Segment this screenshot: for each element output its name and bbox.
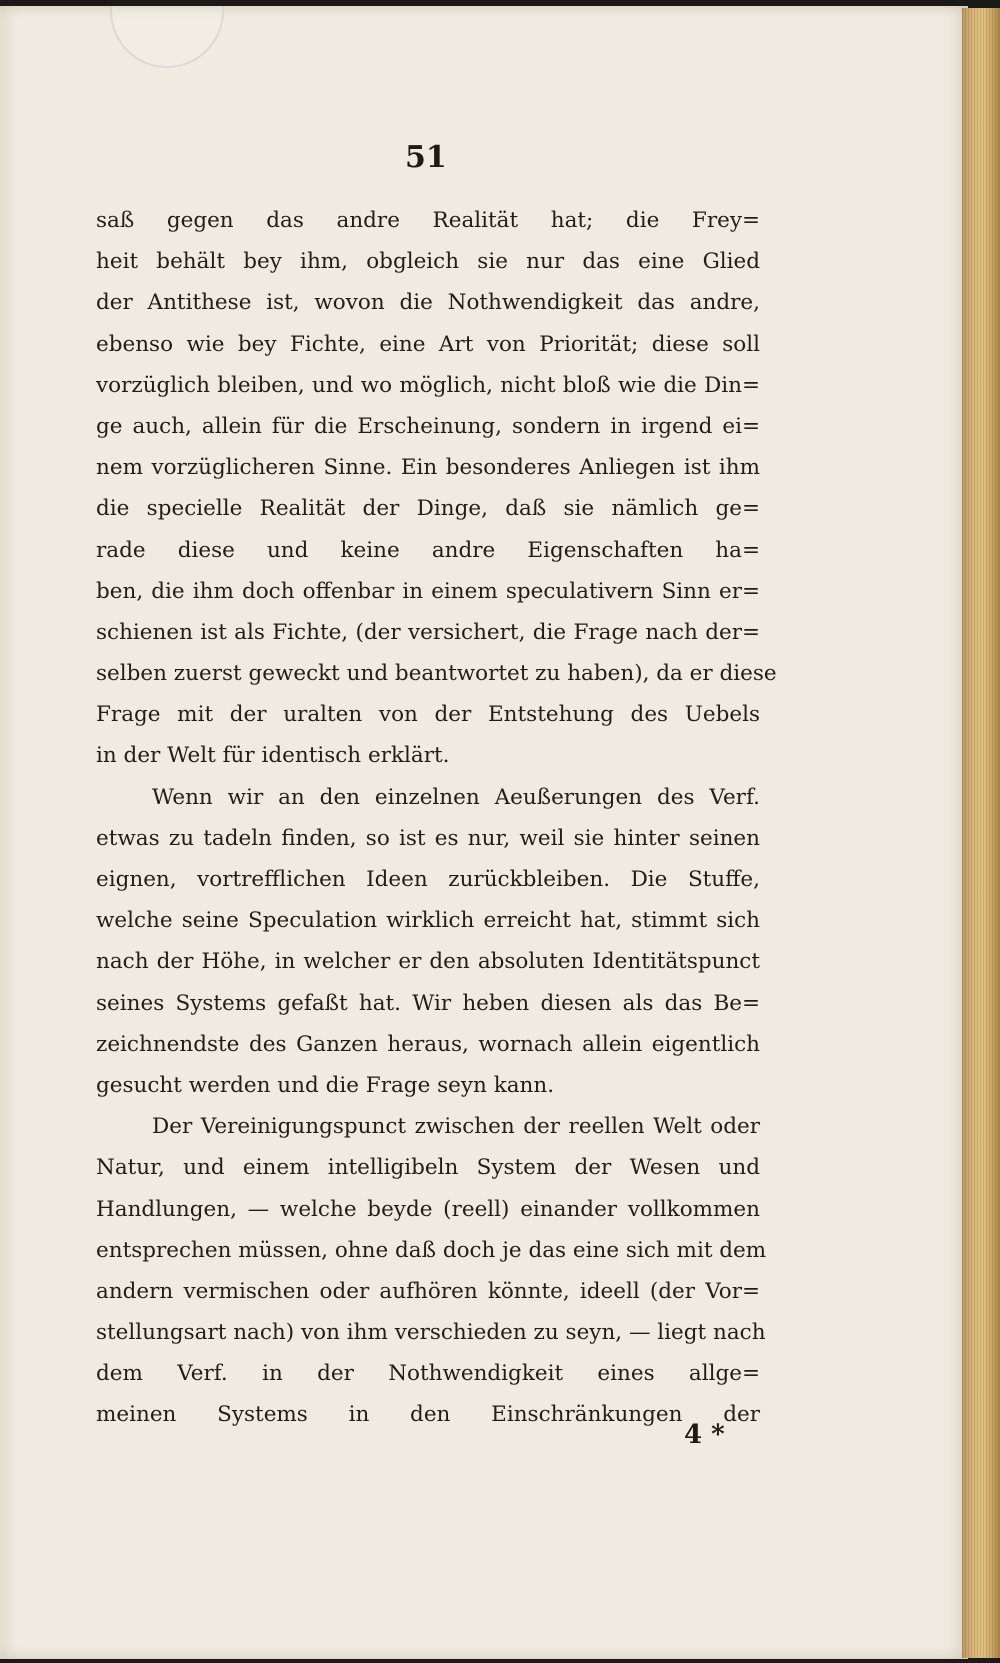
paragraph-start: Der Vereinigungspunct zwischen der reellen Welt oder xyxy=(152,1114,760,1140)
text-line: etwas zu tadeln finden, so ist es nur, weil sie hinter seinen xyxy=(96,825,760,851)
text-line: stellungsart nach) von ihm verschieden zu seyn, — liegt nach xyxy=(96,1320,766,1346)
text-line: ge auch, allein für die Erscheinung, sondern in irgend ei= xyxy=(96,413,760,439)
text-line: Handlungen, — welche beyde (reell) einander vollkommen xyxy=(96,1196,760,1222)
paragraph-start: Wenn wir an den einzelnen Aeußerungen des Verf. xyxy=(152,784,760,810)
page-edge xyxy=(962,8,1000,1658)
text-line: saß gegen das andre Realität hat; die Frey= xyxy=(96,208,760,233)
text-line: schienen ist als Fichte, (der versichert, die Frage nach der= xyxy=(96,619,760,645)
text-line: Frage mit der uralten von der Entstehung des Uebels xyxy=(96,702,760,728)
text-line: selben zuerst geweckt und beantwortet zu haben), da er diese xyxy=(96,661,777,687)
text-line: die specielle Realität der Dinge, daß sie nämlich ge= xyxy=(96,496,760,522)
text-line: der Antithese ist, wovon die Nothwendigkeit das andre, xyxy=(96,290,760,316)
text-line: eignen, vortrefflichen Ideen zurückbleiben. Die Stuffe, xyxy=(96,867,760,892)
text-line: heit behält bey ihm, obgleich sie nur das eine Glied xyxy=(96,249,760,275)
text-line: vorzüglich bleiben, und wo möglich, nicht bloß wie die Din= xyxy=(96,372,760,398)
text-line: in der Welt für identisch erklärt. xyxy=(96,743,450,769)
page-number: 51 xyxy=(405,140,447,175)
text-line: welche seine Speculation wirklich erreicht hat, stimmt sich xyxy=(96,908,760,934)
text-line: entsprechen müssen, ohne daß doch je das eine sich mit dem xyxy=(96,1237,767,1263)
text-line: zeichnendste des Ganzen heraus, wornach allein eigentlich xyxy=(96,1031,760,1057)
text-line: Natur, und einem intelligibeln System der Wesen und xyxy=(96,1155,760,1181)
text-line: ben, die ihm doch offenbar in einem speculativern Sinn er= xyxy=(96,578,760,604)
body-text xyxy=(96,200,777,1436)
text-line: seines Systems gefaßt hat. Wir heben diesen als das Be= xyxy=(96,990,760,1016)
text-line: meinen Systems in den Einschränkungen der xyxy=(96,1402,760,1428)
text-line: ebenso wie bey Fichte, eine Art von Priorität; diese soll xyxy=(96,331,760,357)
text-line: nach der Höhe, in welcher er den absoluten Identitätspunct xyxy=(96,949,760,975)
text-line: dem Verf. in der Nothwendigkeit eines allge= xyxy=(96,1361,760,1387)
text-line: nem vorzüglicheren Sinne. Ein besonderes Anliegen ist ihm xyxy=(96,455,760,481)
text-line: andern vermischen oder aufhören könnte, ideell (der Vor= xyxy=(96,1278,760,1304)
signature-mark: 4 * xyxy=(684,1420,725,1450)
text-line: gesucht werden und die Frage seyn kann. xyxy=(96,1072,555,1098)
text-line: rade diese und keine andre Eigenschaften ha= xyxy=(96,537,760,563)
